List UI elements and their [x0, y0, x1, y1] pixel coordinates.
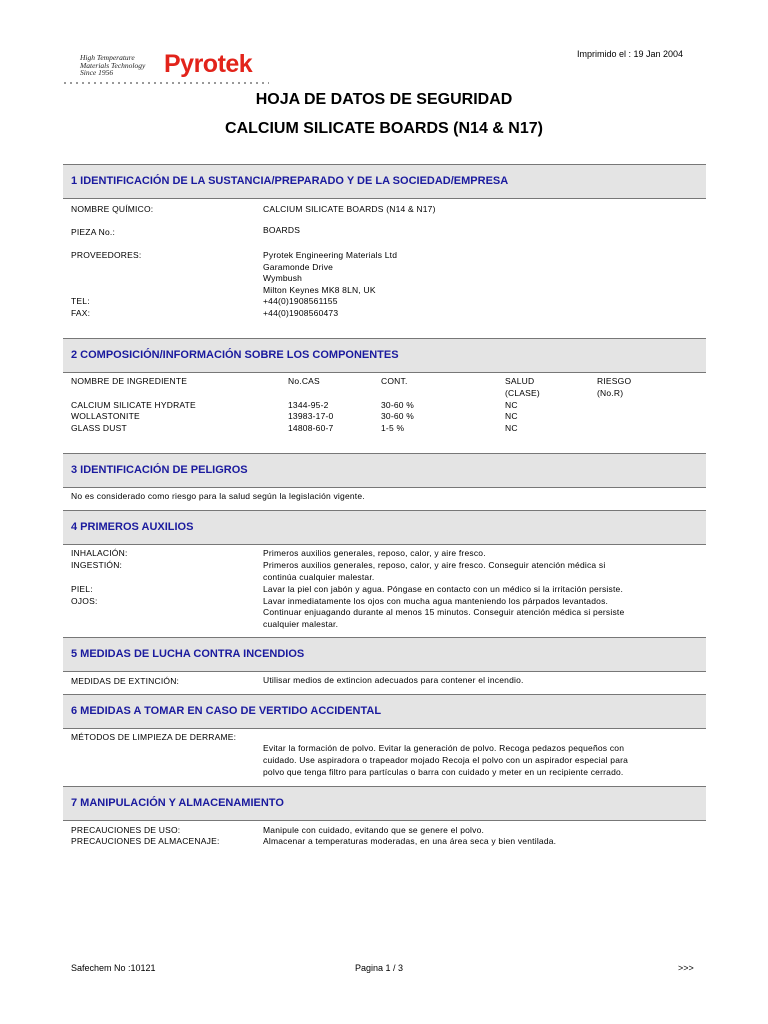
- ingestion-label: INGESTIÓN:: [71, 560, 123, 570]
- pyrotek-logo: [64, 46, 274, 88]
- eyes-line: Continuar enjuagando durante al menos 15 minutos. Conseguir atención médica si persiste: [263, 607, 625, 617]
- eyes-line: Lavar inmediatamente los ojos con mucha agua manteniendo los párpados levantados.: [263, 596, 609, 606]
- cleanup-line: Evitar la formación de polvo. Evitar la generación de polvo. Recoga pedazos pequeños con: [263, 743, 625, 753]
- logo-wordmark: Pyrotek: [164, 50, 253, 78]
- skin-value: Lavar la piel con jabón y agua. Póngase en contacto con un médico si la irritación persiste.: [263, 584, 624, 594]
- cleanup-line: polvo que tenga filtro para partículas o barra con cuidado y meter en un recipiente cerrado.: [263, 767, 624, 777]
- section-title: 1 IDENTIFICACIÓN DE LA SUSTANCIA/PREPARADO Y DE LA SOCIEDAD/EMPRESA: [71, 175, 509, 187]
- risk-header: RIESGO: [597, 376, 632, 386]
- ingestion-line: continúa cualquier malestar.: [263, 572, 375, 582]
- hazards-text: No es considerado como riesgo para la salud según la legislación vigente.: [71, 491, 365, 501]
- part-number-label: PIEZA No.:: [71, 227, 116, 237]
- tel-value: +44(0)1908561155: [263, 296, 338, 306]
- cleanup-label: MÉTODOS DE LIMPIEZA DE DERRAME:: [71, 732, 237, 742]
- logo-tagline-line: Since 1956: [80, 68, 114, 77]
- ingredient-cas: 14808-60-7: [288, 423, 334, 433]
- supplier-line: Wymbush: [263, 273, 303, 283]
- section-3-header: [63, 453, 706, 488]
- ingredient-name: CALCIUM SILICATE HYDRATE: [71, 400, 196, 410]
- eyes-label: OJOS:: [71, 596, 98, 606]
- ingredient-header: NOMBRE DE INGREDIENTE: [71, 376, 188, 386]
- section-4-header: [63, 510, 706, 545]
- ingredient-name: WOLLASTONITE: [71, 411, 140, 421]
- tel-label: TEL:: [71, 296, 90, 306]
- section-6-header: [63, 694, 706, 729]
- supplier-line: Garamonde Drive: [263, 262, 334, 272]
- skin-label: PIEL:: [71, 584, 93, 594]
- logo-tagline: [80, 54, 145, 77]
- storage-precautions-value: Almacenar a temperaturas moderadas, en una área seca y bien ventilada.: [263, 836, 557, 846]
- ingredient-cas: 1344-95-2: [288, 400, 329, 410]
- section-title: 3 IDENTIFICACIÓN DE PELIGROS: [71, 464, 248, 476]
- document-title: HOJA DE DATOS DE SEGURIDAD: [255, 91, 513, 108]
- extinction-value: Utilisar medios de extincion adecuados para contener el incendio.: [263, 675, 524, 685]
- printed-date: Imprimido el : 19 Jan 2004: [577, 49, 684, 59]
- section-title: 2 COMPOSICIÓN/INFORMACIÓN SOBRE LOS COMPONENTES: [71, 349, 399, 361]
- next-page-indicator: >>>: [678, 963, 694, 973]
- logo-tagline-line: Materials Technology: [80, 60, 146, 70]
- section-2-header: [63, 338, 706, 373]
- logo-tagline-line: High Temperature: [80, 53, 135, 62]
- ingestion-line: Primeros auxilios generales, reposo, calor, y aire fresco. Conseguir atención médica si: [263, 560, 606, 570]
- extinction-label: MEDIDAS DE EXTINCIÓN:: [71, 676, 180, 686]
- page-indicator: Pagina 1 / 3: [355, 963, 404, 973]
- section-1-header: [63, 164, 706, 199]
- ingredient-content: 30-60 %: [381, 400, 415, 410]
- ingredient-content: 30-60 %: [381, 411, 415, 421]
- inhalation-value: Primeros auxilios generales, reposo, calor, y aire fresco.: [263, 548, 486, 558]
- section-title: 7 MANIPULACIÓN Y ALMACENAMIENTO: [71, 797, 284, 809]
- fax-value: +44(0)1908560473: [263, 308, 339, 318]
- chemical-name-label: NOMBRE QUÍMICO:: [71, 204, 154, 214]
- fax-label: FAX:: [71, 308, 91, 318]
- section-5-header: [63, 637, 706, 672]
- supplier-label: PROVEEDORES:: [71, 250, 142, 260]
- product-title: CALCIUM SILICATE BOARDS (N14 & N17): [225, 120, 543, 137]
- ingredient-name: GLASS DUST: [71, 423, 127, 433]
- ingredient-content: 1-5 %: [381, 423, 405, 433]
- inhalation-label: INHALACIÓN:: [71, 548, 128, 558]
- section-title: 5 MEDIDAS DE LUCHA CONTRA INCENDIOS: [71, 648, 305, 660]
- supplier-line: Pyrotek Engineering Materials Ltd: [263, 250, 398, 260]
- ingredient-health: NC: [505, 423, 518, 433]
- use-precautions-value: Manipule con cuidado, evitando que se genere el polvo.: [263, 825, 485, 835]
- health-class-header: (CLASE): [505, 388, 540, 398]
- content-header: CONT.: [381, 376, 408, 386]
- eyes-line: cualquier malestar.: [263, 619, 339, 629]
- section-title: 6 MEDIDAS A TOMAR EN CASO DE VERTIDO ACCIDENTAL: [71, 705, 382, 717]
- safechem-number: Safechem No :10121: [71, 963, 156, 973]
- storage-precautions-label: PRECAUCIONES DE ALMACENAJE:: [71, 836, 220, 846]
- section-title: 4 PRIMEROS AUXILIOS: [71, 521, 194, 533]
- ingredient-cas: 13983-17-0: [288, 411, 334, 421]
- health-header: SALUD: [505, 376, 535, 386]
- use-precautions-label: PRECAUCIONES DE USO:: [71, 825, 181, 835]
- ingredient-health: NC: [505, 411, 518, 421]
- chemical-name-value: CALCIUM SILICATE BOARDS (N14 & N17): [263, 204, 436, 214]
- ingredient-health: NC: [505, 400, 518, 410]
- part-number-value: BOARDS: [263, 225, 301, 235]
- section-7-header: [63, 786, 706, 821]
- supplier-line: Milton Keynes MK8 8LN, UK: [263, 285, 376, 295]
- logo-divider: [64, 82, 269, 84]
- cas-header: No.CAS: [288, 376, 320, 386]
- risk-no-header: (No.R): [597, 388, 624, 398]
- cleanup-line: cuidado. Use aspiradora o trapeador mojado Recoja el polvo con un aspirador especial para: [263, 755, 629, 765]
